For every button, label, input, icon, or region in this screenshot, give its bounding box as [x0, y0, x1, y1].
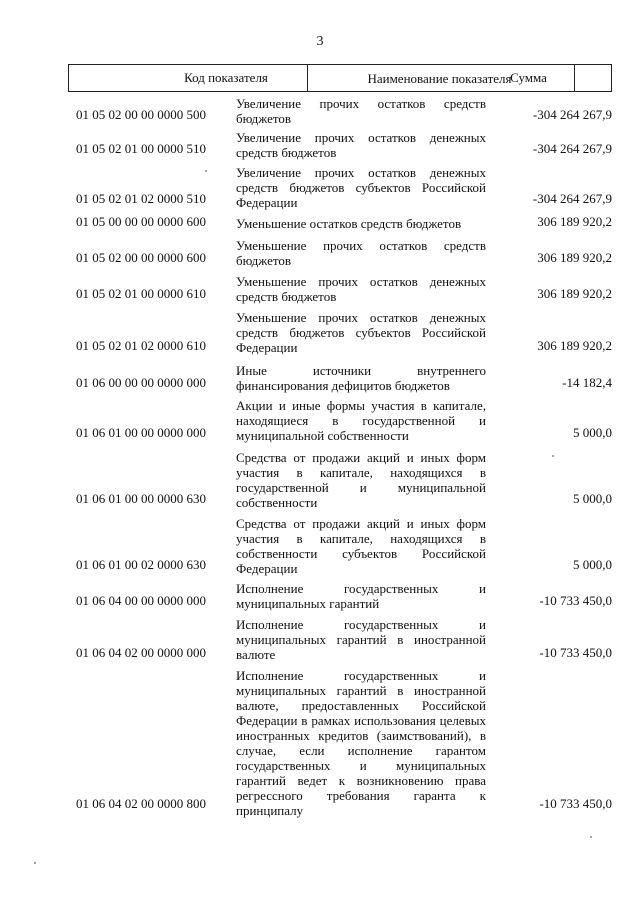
row-sum: -304 264 267,9: [532, 141, 612, 156]
header-code: Код показателя: [145, 65, 308, 91]
row-name: Исполнение государственных и муниципальных гарантий: [236, 581, 486, 611]
row-sum: 306 189 920,2: [537, 338, 612, 353]
table-row: [0, 398, 640, 441]
row-code: 01 06 04 02 00 0000 000: [76, 645, 206, 660]
scan-speck: [552, 455, 554, 457]
row-code: 01 06 01 00 00 0000 000: [76, 425, 206, 440]
row-code: 01 05 02 00 00 0000 500: [76, 107, 206, 122]
header-sum: Сумма: [510, 70, 547, 85]
row-name: Уменьшение прочих остатков денежных средств бюджетов: [236, 274, 486, 304]
row-sum: -304 264 267,9: [532, 191, 612, 206]
row-code: 01 06 00 00 00 0000 000: [76, 375, 206, 390]
row-code: 01 05 00 00 00 0000 600: [76, 214, 206, 229]
row-code: 01 06 01 00 00 0000 630: [76, 491, 206, 506]
row-code: 01 05 02 01 00 0000 610: [76, 286, 206, 301]
scan-speck: [34, 862, 36, 864]
row-code: 01 05 02 00 00 0000 600: [76, 250, 206, 265]
table-row: [0, 238, 640, 266]
row-code: 01 05 02 01 00 0000 510: [76, 141, 206, 156]
table-row: [0, 216, 640, 230]
row-sum: -10 733 450,0: [539, 593, 612, 608]
row-name: Исполнение государственных и муниципальных гарантий в иностранной валюте: [236, 617, 486, 662]
scan-speck: [590, 836, 592, 838]
row-code: 01 06 01 00 02 0000 630: [76, 557, 206, 572]
row-name: Исполнение государственных и муниципальных гарантий в иностранной валюте, предоставленных Российской Федерации в рамках использования целевых иностранных кредитов (заимствований), в случае, если исполнение гарантом государственных и муниципальных гарантий ведет к возникновению права регрессного требования гаранта к принципалу: [236, 668, 486, 818]
row-name: Акции и иные формы участия в капитале, находящиеся в государственной и муниципальной собственности: [236, 398, 486, 443]
row-name: Увеличение прочих остатков денежных средств бюджетов: [236, 130, 486, 160]
row-name: Увеличение прочих остатков денежных средств бюджетов субъектов Российской Федерации: [236, 165, 486, 210]
row-code: 01 05 02 01 02 0000 610: [76, 338, 206, 353]
scan-speck: [205, 170, 207, 172]
row-name: Средства от продажи акций и иных форм участия в капитале, находящихся в собственности субъектов Российской Федерации: [236, 516, 486, 576]
row-sum: -10 733 450,0: [539, 645, 612, 660]
row-sum: -10 733 450,0: [539, 796, 612, 811]
table-row: [0, 516, 640, 576]
table-row: [0, 450, 640, 510]
table-row: [0, 165, 640, 210]
row-code: 01 06 04 00 00 0000 000: [76, 593, 206, 608]
page-number: 3: [316, 34, 324, 49]
row-sum: -304 264 267,9: [532, 107, 612, 122]
header-name: Наименование показателя: [305, 65, 575, 91]
table-header: [68, 64, 612, 92]
table-row: [0, 274, 640, 302]
row-name: Уменьшение прочих остатков денежных средств бюджетов субъектов Российской Федерации: [236, 310, 486, 355]
row-name: Уменьшение остатков средств бюджетов: [236, 216, 462, 231]
row-sum: -14 182,4: [562, 375, 612, 390]
row-name: Средства от продажи акций и иных форм участия в капитале, находящихся в государственной и муниципальной собственности: [236, 450, 486, 510]
table-row: [0, 617, 640, 661]
table-row: [0, 96, 640, 126]
table-row: [0, 668, 640, 818]
row-name: Уменьшение прочих остатков средств бюджетов: [236, 238, 486, 268]
row-sum: 5 000,0: [573, 425, 612, 440]
row-sum: 306 189 920,2: [537, 286, 612, 301]
row-sum: 306 189 920,2: [537, 214, 612, 229]
row-name: Увеличение прочих остатков средств бюджетов: [236, 96, 486, 126]
row-code: 01 05 02 01 02 0000 510: [76, 191, 206, 206]
row-code: 01 06 04 02 00 0000 800: [76, 796, 206, 811]
table-row: [0, 363, 640, 391]
table-row: [0, 130, 640, 160]
row-sum: 5 000,0: [573, 491, 612, 506]
table-row: [0, 581, 640, 609]
row-sum: 306 189 920,2: [537, 250, 612, 265]
table-row: [0, 310, 640, 354]
row-name: Иные источники внутреннего финансирования дефицитов бюджетов: [236, 363, 486, 393]
row-sum: 5 000,0: [573, 557, 612, 572]
